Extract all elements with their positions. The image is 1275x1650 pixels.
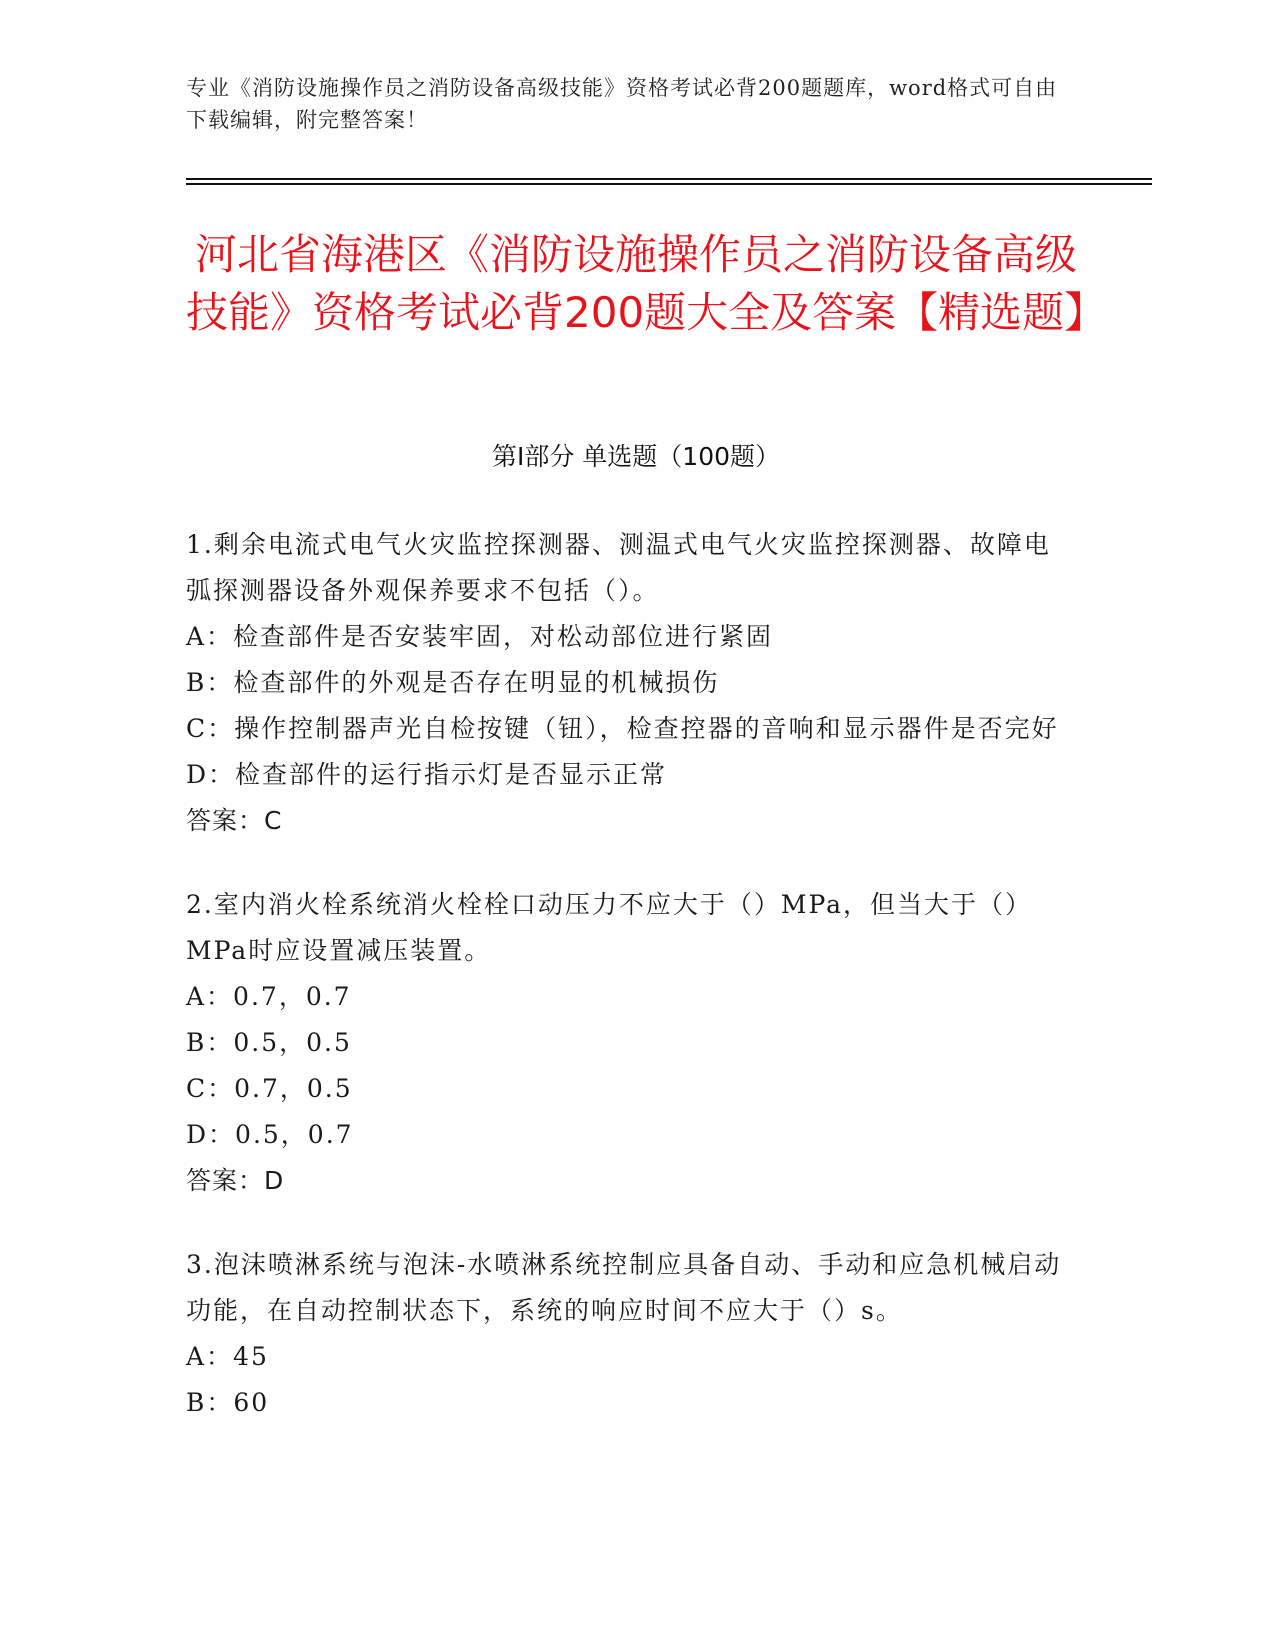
- question-answer: 答案：D: [186, 1166, 285, 1195]
- question-option: B：检查部件的外观是否存在明显的机械损伤: [186, 668, 720, 697]
- section-title: 第I部分 单选题（100题）: [491, 442, 781, 471]
- header-note: 专业《消防设施操作员之消防设备高级技能》资格考试必背200题题库，word格式可自由下载编辑，附完整答案！: [186, 76, 1058, 132]
- document-title: 河北省海港区《消防设施操作员之消防设备高级技能》资格考试必背200题大全及答案【精选题】: [186, 230, 1107, 337]
- question-stem: 2.室内消火栓系统消火栓栓口动压力不应大于（）MPa，但当大于（）MPa时应设置减压装置。: [186, 890, 1033, 965]
- question-stem: 1.剩余电流式电气火灾监控探测器、测温式电气火灾监控探测器、故障电弧探测器设备外观保养要求不包括（）。: [186, 530, 1051, 605]
- question-option: A：45: [186, 1342, 269, 1371]
- question-option: B：60: [186, 1388, 270, 1417]
- header-divider-top: [186, 178, 1152, 180]
- question-option: C：0.7，0.5: [186, 1074, 353, 1103]
- question-list: [186, 522, 1076, 1464]
- question-answer: 答案：C: [186, 806, 283, 835]
- question-item: [186, 1242, 1076, 1426]
- question-option: A：0.7，0.7: [186, 982, 352, 1011]
- question-item: [186, 522, 1076, 844]
- question-option: D：检查部件的运行指示灯是否显示正常: [186, 760, 668, 789]
- question-option: C：操作控制器声光自检按键（钮），检查控器的音响和显示器件是否完好: [186, 714, 1059, 743]
- question-option: B：0.5，0.5: [186, 1028, 352, 1057]
- question-option: D：0.5，0.7: [186, 1120, 354, 1149]
- question-stem: 3.泡沫喷淋系统与泡沫-水喷淋系统控制应具备自动、手动和应急机械启动功能，在自动控制状态下，系统的响应时间不应大于（）s。: [186, 1250, 1062, 1325]
- header-divider-bottom: [186, 183, 1152, 185]
- question-item: [186, 882, 1076, 1204]
- question-option: A：检查部件是否安装牢固，对松动部位进行紧固: [186, 622, 774, 651]
